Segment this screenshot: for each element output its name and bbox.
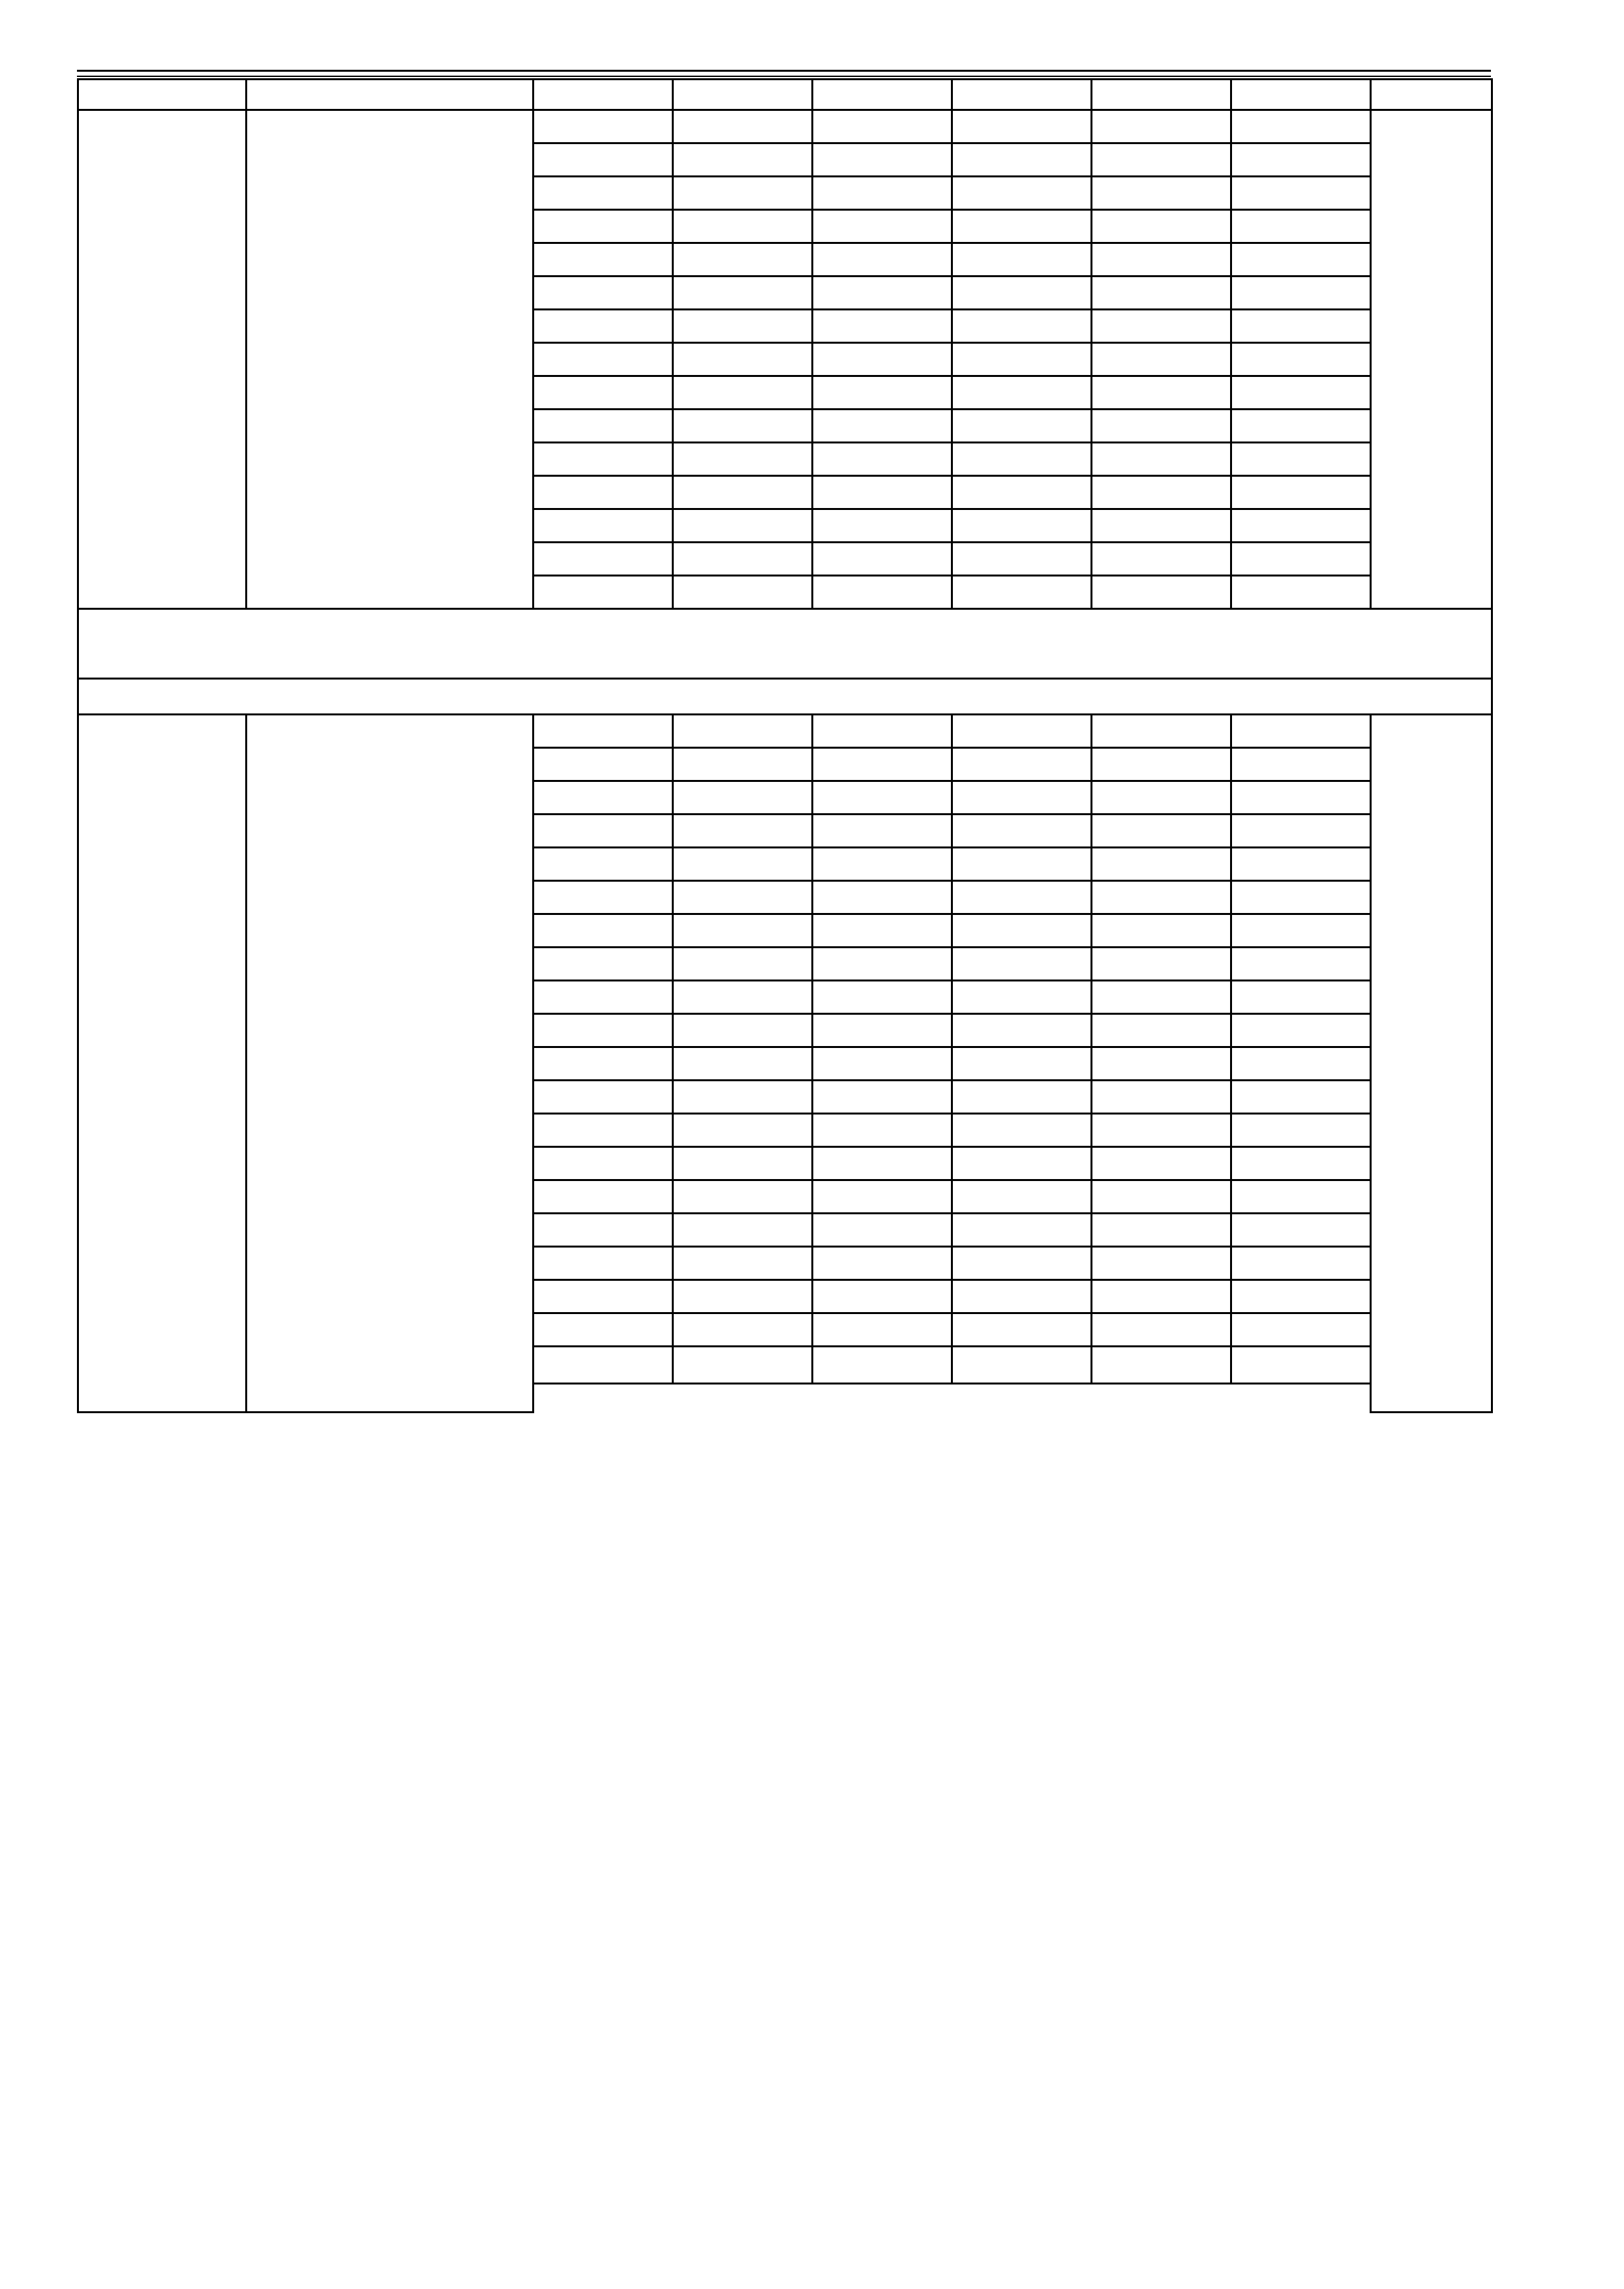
value-cell (673, 143, 813, 177)
value-cell (673, 781, 813, 815)
value-cell (534, 848, 673, 881)
value-cell (534, 110, 673, 143)
table-title (78, 609, 1492, 650)
value-cell (534, 509, 673, 543)
value-cell (673, 443, 813, 476)
value-cell (534, 143, 673, 177)
value-cell (1092, 576, 1231, 609)
value-cell (534, 715, 673, 748)
meter-cell (78, 649, 1492, 679)
value-cell (952, 543, 1092, 576)
item-name-cell (247, 715, 534, 1413)
value-cell (673, 748, 813, 781)
value-cell (673, 277, 813, 310)
value-cell (952, 143, 1092, 177)
header-rule-thin (77, 76, 1491, 77)
column-number (1371, 80, 1492, 110)
value-cell (1092, 1047, 1231, 1081)
value-cell (1231, 1147, 1371, 1180)
value-cell (1231, 310, 1371, 343)
value-cell (952, 1313, 1092, 1347)
value-cell (673, 1180, 813, 1214)
value-cell (1092, 1347, 1231, 1384)
value-cell (1231, 243, 1371, 277)
value-cell (813, 143, 952, 177)
value-cell (1092, 748, 1231, 781)
value-cell (534, 1313, 673, 1347)
value-cell (813, 1313, 952, 1347)
value-cell (534, 410, 673, 443)
value-cell (534, 1214, 673, 1247)
value-cell (534, 376, 673, 410)
value-cell (952, 210, 1092, 243)
value-cell (1092, 476, 1231, 509)
value-cell (952, 1014, 1092, 1047)
value-cell (673, 914, 813, 948)
item-code-cell (78, 715, 247, 1413)
rates-table (77, 78, 1493, 1413)
value-cell (1231, 1081, 1371, 1114)
value-cell (1092, 410, 1231, 443)
value-cell (952, 310, 1092, 343)
value-cell (952, 243, 1092, 277)
value-cell (952, 748, 1092, 781)
value-cell (1231, 914, 1371, 948)
value-cell (813, 177, 952, 210)
value-cell (534, 1180, 673, 1214)
value-cell (534, 1347, 673, 1384)
value-cell (813, 1014, 952, 1047)
value-cell (952, 277, 1092, 310)
code-cell-empty (78, 110, 247, 609)
value-cell (813, 443, 952, 476)
value-cell (673, 948, 813, 981)
column-number (813, 80, 952, 110)
value-cell (813, 1047, 952, 1081)
value-cell (1231, 277, 1371, 310)
value-cell (673, 881, 813, 914)
value-cell (534, 210, 673, 243)
value-cell (673, 815, 813, 848)
value-cell (1092, 715, 1231, 748)
value-cell (1092, 376, 1231, 410)
value-cell (1231, 210, 1371, 243)
table-row (78, 110, 1492, 143)
value-cell (952, 914, 1092, 948)
value-cell (1231, 1347, 1371, 1384)
value-cell (1092, 1214, 1231, 1247)
value-cell (1092, 110, 1231, 143)
value-cell (1231, 1047, 1371, 1081)
column-number (673, 80, 813, 110)
value-cell (952, 1147, 1092, 1180)
value-cell (1231, 715, 1371, 748)
value-cell (534, 343, 673, 376)
value-cell (534, 277, 673, 310)
value-cell (1092, 781, 1231, 815)
value-cell (952, 1347, 1092, 1384)
item-total-cell (1371, 715, 1492, 1413)
value-cell (813, 1280, 952, 1313)
value-cell (673, 543, 813, 576)
value-cell (813, 1347, 952, 1384)
value-cell (813, 110, 952, 143)
value-cell (534, 1014, 673, 1047)
resource-name (247, 1368, 532, 1371)
value-cell (1092, 1114, 1231, 1147)
value-cell (813, 277, 952, 310)
value-cell (673, 981, 813, 1014)
item-name (247, 715, 532, 725)
value-cell (1092, 848, 1231, 881)
value-cell (1092, 1280, 1231, 1313)
value-cell (1231, 748, 1371, 781)
column-number (952, 80, 1092, 110)
value-cell (673, 509, 813, 543)
header-rule (77, 70, 1491, 72)
value-cell (813, 914, 952, 948)
value-cell (813, 210, 952, 243)
value-cell (673, 1313, 813, 1347)
value-cell (952, 1114, 1092, 1147)
value-cell (1231, 1313, 1371, 1347)
value-cell (673, 1347, 813, 1384)
value-cell (1231, 443, 1371, 476)
value-cell (534, 1280, 673, 1313)
value-cell (534, 748, 673, 781)
value-cell (952, 476, 1092, 509)
value-cell (534, 576, 673, 609)
value-cell (534, 948, 673, 981)
value-cell (952, 110, 1092, 143)
value-cell (813, 543, 952, 576)
value-cell (534, 781, 673, 815)
item-code-stack (79, 715, 245, 1371)
value-cell (813, 1114, 952, 1147)
value-cell (1092, 343, 1231, 376)
value-cell (813, 343, 952, 376)
value-cell (1231, 576, 1371, 609)
value-cell (952, 1081, 1092, 1114)
value-cell (673, 210, 813, 243)
value-cell (1092, 1180, 1231, 1214)
column-number (534, 80, 673, 110)
value-cell (1092, 1313, 1231, 1347)
value-cell (952, 981, 1092, 1014)
table-row (78, 715, 1492, 748)
value-cell (952, 443, 1092, 476)
value-cell (1092, 948, 1231, 981)
value-cell (813, 1214, 952, 1247)
value-cell (1231, 1214, 1371, 1247)
value-cell (1092, 143, 1231, 177)
value-cell (813, 243, 952, 277)
value-cell (673, 310, 813, 343)
value-cell (1092, 277, 1231, 310)
value-cell (673, 715, 813, 748)
table-caption (78, 679, 1492, 715)
value-cell (952, 1214, 1092, 1247)
value-cell (952, 1180, 1092, 1214)
value-cell (1231, 815, 1371, 848)
value-cell (534, 1081, 673, 1114)
total-cell-empty (1371, 110, 1492, 609)
value-cell (813, 376, 952, 410)
value-cell (1092, 310, 1231, 343)
value-cell (1092, 1014, 1231, 1047)
value-cell (1092, 243, 1231, 277)
value-cell (813, 781, 952, 815)
column-number (1092, 80, 1231, 110)
value-cell (673, 376, 813, 410)
value-cell (813, 1081, 952, 1114)
value-cell (673, 1014, 813, 1047)
value-cell (1231, 110, 1371, 143)
value-cell (534, 476, 673, 509)
value-cell (673, 343, 813, 376)
value-cell (673, 1247, 813, 1280)
value-cell (673, 410, 813, 443)
value-cell (952, 576, 1092, 609)
value-cell (813, 981, 952, 1014)
value-cell (813, 1247, 952, 1280)
value-cell (673, 476, 813, 509)
table-title-row (78, 609, 1492, 650)
value-cell (673, 848, 813, 881)
value-cell (952, 410, 1092, 443)
column-number (1231, 80, 1371, 110)
value-cell (1092, 881, 1231, 914)
value-cell (952, 781, 1092, 815)
value-cell (673, 243, 813, 277)
value-cell (952, 509, 1092, 543)
value-cell (1231, 177, 1371, 210)
value-cell (673, 1114, 813, 1147)
value-cell (1231, 1114, 1371, 1147)
value-cell (952, 1280, 1092, 1313)
value-cell (813, 948, 952, 981)
value-cell (534, 1114, 673, 1147)
value-cell (952, 1047, 1092, 1081)
value-cell (1231, 1280, 1371, 1313)
value-cell (1231, 1180, 1371, 1214)
value-cell (673, 1214, 813, 1247)
value-cell (534, 310, 673, 343)
value-cell (1092, 981, 1231, 1014)
value-cell (534, 815, 673, 848)
name-cell-empty (247, 110, 534, 609)
value-cell (813, 310, 952, 343)
value-cell (1231, 143, 1371, 177)
column-number-row (78, 80, 1492, 110)
caption-row (78, 679, 1492, 715)
value-cell (952, 376, 1092, 410)
value-cell (673, 1280, 813, 1313)
value-cell (673, 177, 813, 210)
value-cell (673, 576, 813, 609)
value-cell (813, 476, 952, 509)
value-cell (1231, 848, 1371, 881)
value-cell (813, 715, 952, 748)
item-code (79, 715, 245, 725)
value-cell (952, 343, 1092, 376)
value-cell (813, 848, 952, 881)
value-cell (813, 1180, 952, 1214)
value-cell (952, 177, 1092, 210)
column-number (78, 80, 247, 110)
value-cell (952, 815, 1092, 848)
value-cell (534, 543, 673, 576)
value-cell (813, 410, 952, 443)
resource-code (79, 1368, 245, 1371)
value-cell (534, 443, 673, 476)
value-cell (813, 748, 952, 781)
value-cell (952, 948, 1092, 981)
rates-table-body (78, 80, 1492, 1413)
value-cell (1092, 914, 1231, 948)
value-cell (1231, 1014, 1371, 1047)
value-cell (534, 1247, 673, 1280)
value-cell (1231, 476, 1371, 509)
value-cell (1092, 815, 1231, 848)
value-cell (1231, 981, 1371, 1014)
meter-row (78, 649, 1492, 679)
value-cell (952, 715, 1092, 748)
value-cell (534, 914, 673, 948)
value-cell (534, 177, 673, 210)
value-cell (952, 848, 1092, 881)
value-cell (673, 110, 813, 143)
value-cell (1092, 1247, 1231, 1280)
value-cell (1231, 781, 1371, 815)
value-cell (673, 1147, 813, 1180)
value-cell (534, 1147, 673, 1180)
value-cell (813, 815, 952, 848)
value-cell (813, 881, 952, 914)
value-cell (1092, 210, 1231, 243)
value-cell (673, 1081, 813, 1114)
value-cell (813, 576, 952, 609)
value-cell (1231, 410, 1371, 443)
value-cell (1092, 1147, 1231, 1180)
value-cell (1092, 443, 1231, 476)
value-cell (1231, 543, 1371, 576)
item-name-stack (247, 715, 532, 1371)
value-cell (813, 1147, 952, 1180)
value-cell (1231, 509, 1371, 543)
value-cell (1231, 948, 1371, 981)
value-cell (1092, 177, 1231, 210)
value-cell (1092, 543, 1231, 576)
value-cell (534, 981, 673, 1014)
value-cell (1092, 509, 1231, 543)
value-cell (534, 1047, 673, 1081)
value-cell (1231, 881, 1371, 914)
value-cell (1092, 1081, 1231, 1114)
item-total (1372, 715, 1491, 725)
value-cell (534, 243, 673, 277)
value-cell (952, 1247, 1092, 1280)
value-cell (1231, 1247, 1371, 1280)
column-number (247, 80, 534, 110)
value-cell (813, 509, 952, 543)
value-cell (1231, 376, 1371, 410)
value-cell (1231, 343, 1371, 376)
value-cell (673, 1047, 813, 1081)
value-cell (534, 881, 673, 914)
value-cell (952, 881, 1092, 914)
